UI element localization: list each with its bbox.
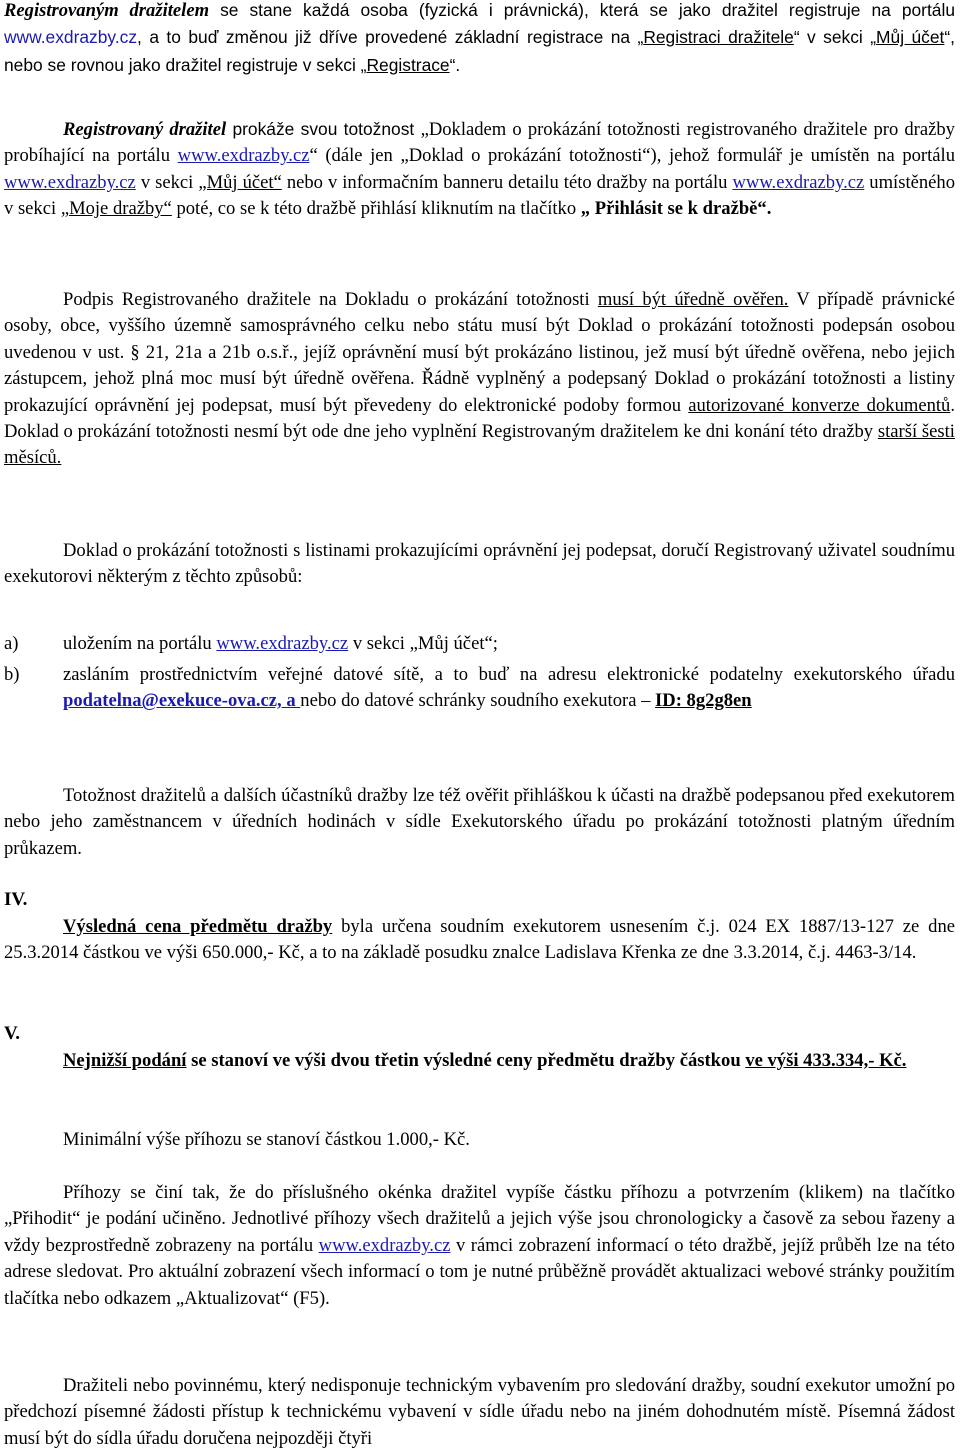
signature-paragraph: Podpis Registrovaného dražitele na Dokladu o prokázání totožnosti musí být úředně ověřen. V případě právnické osoby, obce, vyššího územně samosprávného celku nebo státu musí být Doklad o prokázání totožnosti podepsán osobou uvedenou v ust. § 21, 21a a 21b o.s.ř., jejíž oprávnění musí být prokázáno listinou, jež musí být úředně ověřena, nebo jejich zástupcem, jehož plná moc musí být úředně ověřena. Řádně vyplněný a podepsaný Doklad o prokázání totožnosti a listiny prokazující oprávnění jej podepsat, musí být převedeny do elektronické podoby formou autorizované konverze dokumentů. Doklad o prokázání totožnosti nesmí být ode dne jeho vyplnění Registrovaným dražitelem ke dni konání této dražby starší šesti měsíců. bbox=[4, 289, 955, 469]
exdrazby-link[interactable]: www.exdrazby.cz bbox=[216, 633, 349, 654]
bidding-process-paragraph: Příhozy se činí tak, že do příslušného okénka dražitel vypíše částku příhozu a potvrzením (klikem) na tlačítko „Přihodit“ je podání učiněno. Jednotlivé příhozy všech dražitelů a jejich výše jsou chronologicky a časově za sebou řazeny a vždy bezprostředně zobrazeny na portálu www.exdrazby.cz v rámci zobrazení informací o této dražbě, jejíž průběh lze na této adrese sledovat. Pro aktuální zobrazení všech informací o tom je nutné průběžně provádět aktualizaci webové stránky použitím tlačítka nebo odkazem „Aktualizovat“ (F5). bbox=[4, 1182, 955, 1309]
technical-access-paragraph: Dražiteli nebo povinnému, který nedisponuje technickým vybavením pro sledování dražby, soudní exekutor umožní po předchozí písemné žádosti přístup k technickému vybavení v sídle úřadu nebo na jiném dohodnutém místě. Písemná žádost musí být do sídla úřadu doručena nejpozději čtyři bbox=[4, 1375, 955, 1449]
exdrazby-link[interactable]: www.exdrazby.cz bbox=[4, 27, 138, 48]
section-number: IV. bbox=[4, 889, 28, 910]
exdrazby-link[interactable]: www.exdrazby.cz bbox=[177, 145, 310, 167]
exdrazby-link[interactable]: www.exdrazby.cz bbox=[732, 171, 865, 193]
section-number: V. bbox=[4, 1023, 21, 1044]
list-item: a) uložením na portálu www.exdrazby.cz v sekci „Můj účet“; bbox=[4, 633, 498, 654]
price-paragraph: Výsledná cena předmětu dražby byla určena soudním exekutorem usnesením č.j. 024 EX 1887/13-127 ze dne 25.3.2014 částkou ve výši 650.000,- Kč, a to na základě posudku znalce Ladislava Křenka ze dne 3.3.2014, č.j. 4463-3/14. bbox=[4, 916, 955, 964]
email-link[interactable]: podatelna@exekuce-ova.cz, a bbox=[63, 690, 301, 712]
exdrazby-link[interactable]: www.exdrazby.cz bbox=[318, 1234, 451, 1256]
list-item: b) zasláním prostřednictvím veřejné datové sítě, a to buď na adresu elektronické podatelny exekutorského úřadu podatelna@exekuce-ova.cz, a nebo do datové schránky soudního exekutora – ID: 8g2g8en bbox=[4, 664, 955, 712]
min-increment-paragraph: Minimální výše příhozu se stanoví částkou 1.000,- Kč. bbox=[63, 1129, 470, 1150]
databox-id: ID: 8g2g8en bbox=[655, 690, 752, 712]
term-registered-bidder: Registrovaným dražitelem bbox=[4, 0, 210, 21]
minimum-bid-paragraph: Nejnižší podání se stanoví ve výši dvou třetin výsledné ceny předmětu dražby částkou ve výši 433.334,- Kč. bbox=[63, 1050, 907, 1071]
identity-verification-paragraph: Totožnost dražitelů a dalších účastníků dražby lze též ověřit přihláškou k účasti na dražbě podepsanou před exekutorem nebo jeho zaměstnancem v úředních hodinách v sídle Exekutorského úřadu po prokázání totožnosti platným úředním průkazem. bbox=[4, 785, 955, 859]
login-button-label: „ Přihlásit se k dražbě“. bbox=[580, 198, 772, 220]
registration-paragraph: Registrovaným dražitelem se stane každá osoba (fyzická i právnická), která se jako dražitel registruje na portálu www.exdrazby.cz, a to buď změnou již dříve provedené základní registrace na „Registraci dražitele“ v sekci „Můj účet“, nebo se rovnou jako dražitel registruje v sekci „Registrace“. bbox=[4, 0, 956, 75]
exdrazby-link[interactable]: www.exdrazby.cz bbox=[4, 171, 136, 193]
term-registered-bidder: Registrovaný dražitel bbox=[63, 119, 227, 140]
identity-proof-paragraph: Registrovaný dražitel prokáže svou totožnost „Dokladem o prokázání totožnosti registrovaného dražitele pro dražby probíhající na portálu www.exdrazby.cz“ (dále jen „Doklad o prokázání totožnosti“), jehož formulář je umístěn na portálu www.exdrazby.cz v sekci „Můj účet“ nebo v informačním banneru detailu této dražby na portálu www.exdrazby.cz umístěného v sekci „Moje dražby“ poté, co se k této dražbě přihlásí kliknutím na tlačítko „ Přihlásit se k dražbě“. bbox=[4, 119, 956, 220]
delivery-intro-paragraph: Doklad o prokázání totožnosti s listinami prokazujícími oprávnění jej podepsat, doručí Registrovaný uživatel soudnímu exekutorovi některým z těchto způsobů: bbox=[4, 540, 955, 588]
